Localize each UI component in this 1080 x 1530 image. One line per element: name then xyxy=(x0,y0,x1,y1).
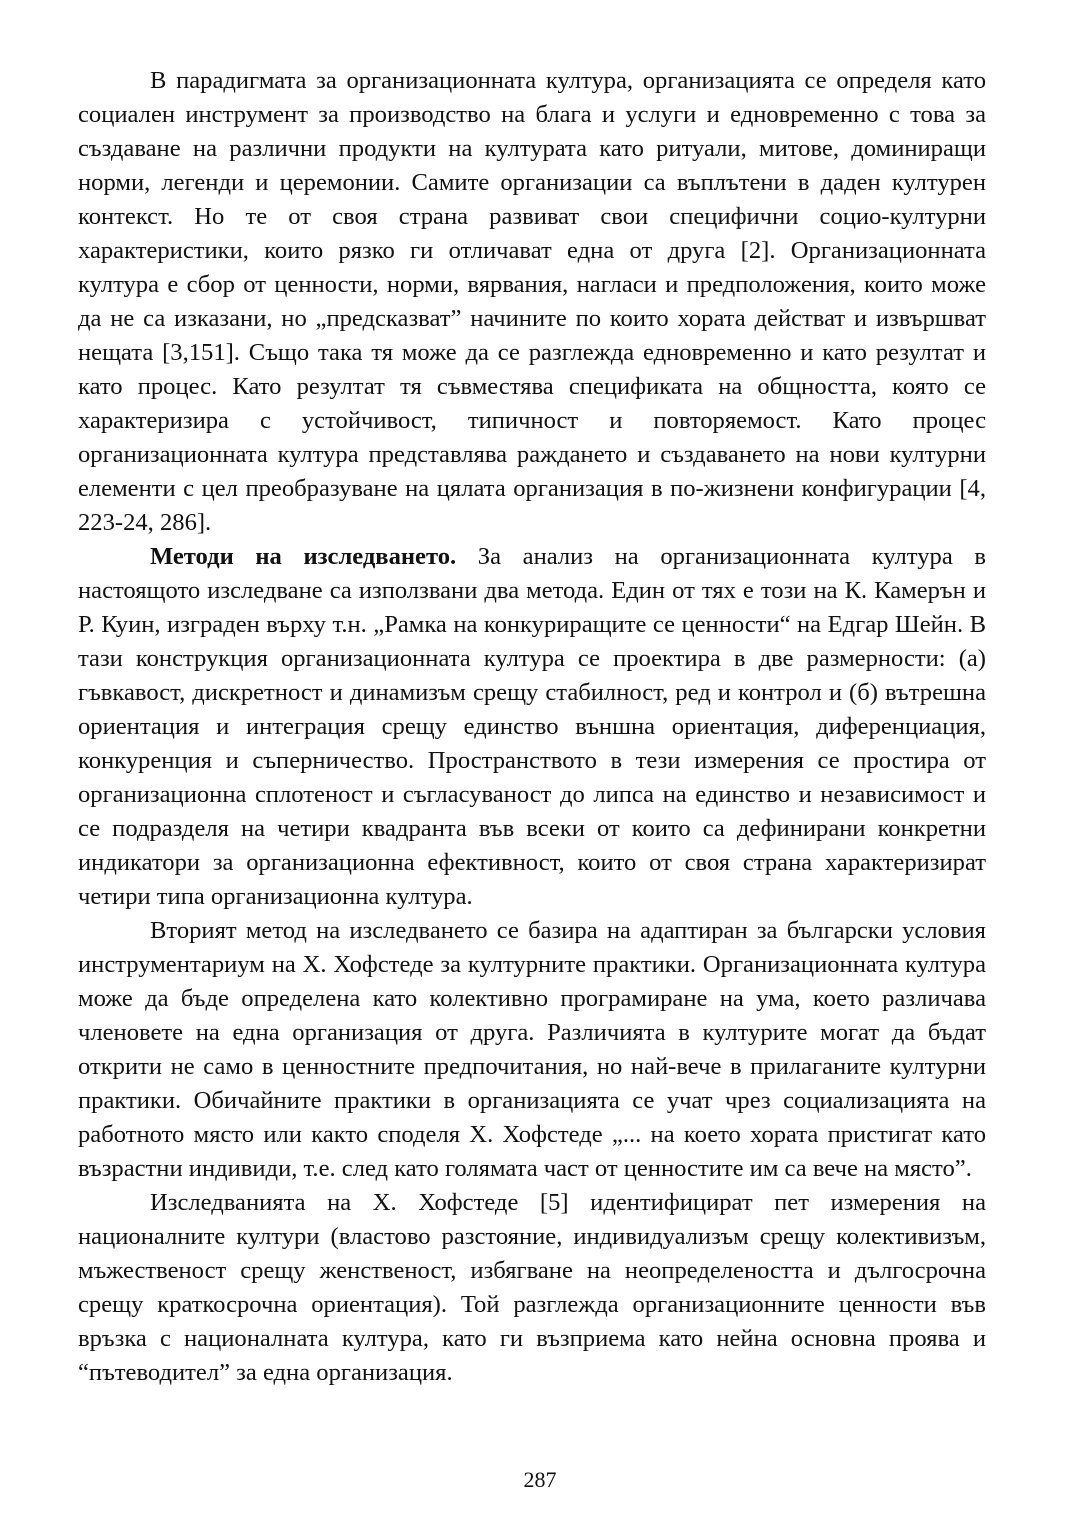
paragraph-4-text: Изследванията на Х. Хофстеде [5] идентифицират пет измерения на националните култури (властово разстояние, индивидуализъм срещу колективизъм, мъжественост срещу женственост, избягване на неопределеността и дългосрочна срещу краткосрочна ориентация). Той разглежда организационните ценности във връзка с националната култура, като ги възприема като нейна основна проява и “пътеводител” за една организация. xyxy=(78,1189,986,1386)
section-heading-methods: Методи на изследването. xyxy=(150,543,457,570)
paragraph-2 xyxy=(78,540,986,914)
paragraph-1-text: В парадигмата за организационната култура, организацията се определя като социален инструмент за производство на блага и услуги и едновременно с това за създаване на различни продукти на културата като ритуали, митове, доминиращи норми, легенди и церемонии. Самите организации са въплътени в даден културен контекст. Но те от своя страна развиват свои специфични социо-културни характеристики, които рязко ги отличават една от друга [2]. Организационната култура е сбор от ценности, норми, вярвания, нагласи и предположения, които може да не са изказани, но „предсказват” начините по които хората действат и извършват нещата [3,151]. Също така тя може да се разглежда едновременно и като резултат и като процес. Като резултат тя съвместява спецификата на общността, която се характеризира с устойчивост, типичност и повторяемост. Като процес организационната култура представлява раждането и създаването на нови културни елементи с цел преобразуване на цялата организация в по-жизнени конфигурации [4, 223-24, 286]. xyxy=(78,67,986,536)
paragraph-3 xyxy=(78,914,986,1186)
paragraph-3-text: Вторият метод на изследването се базира на адаптиран за български условия инструментариум на Х. Хофстеде за културните практики. Организационната култура може да бъде определена като колективно програмиране на ума, което различава членовете на една организация от друга. Различията в културите могат да бъдат открити не само в ценностните предпочитания, но най-вече в прилаганите културни практики. Обичайните практики в организацията се учат чрез социализацията на работното място или както споделя Х. Хофстеде „... на което хората пристигат като възрастни индивиди, т.е. след като голямата част от ценностите им са вече на място”. xyxy=(78,917,986,1182)
page-number: 287 xyxy=(523,1467,557,1492)
paragraph-4 xyxy=(78,1186,986,1390)
body-text xyxy=(78,64,986,1390)
paragraph-1 xyxy=(78,64,986,540)
paragraph-2-text: За анализ на организационната култура в настоящото изследване са използвани два метода. Един от тях е този на К. Камерън и Р. Куин, изграден върху т.н. „Рамка на конкуриращите се ценности“ на Едгар Шейн. В тази конструкция организационната култура се проектира в две размерности: (а) гъвкавост, дискретност и динамизъм срещу стабилност, ред и контрол и (б) вътрешна ориентация и интеграция срещу единство външна ориентация, диференциация, конкуренция и съперничество. Пространството в тези измерения се простира от организационна сплотеност и съгласуваност до липса на единство и независимост и се подразделя на четири квадранта във всеки от които са дефинирани конкретни индикатори за организационна ефективност, които от своя страна характеризират четири типа организационна култура. xyxy=(78,543,986,910)
